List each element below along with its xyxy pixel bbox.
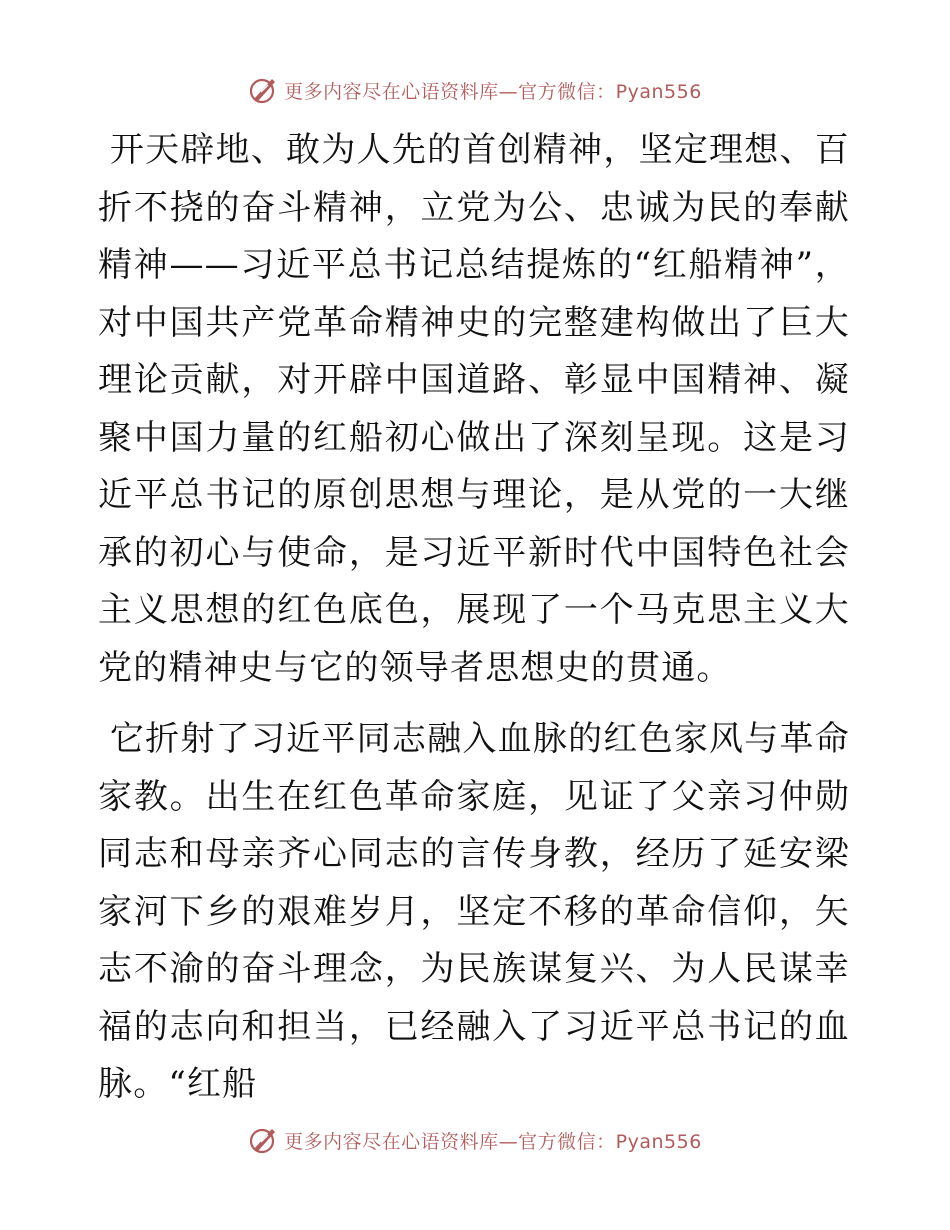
header-banner-text: 更多内容尽在心语资料库—官方微信：Pyan556 xyxy=(284,80,702,103)
header-banner xyxy=(0,70,950,110)
paragraph-1: 开天辟地、敢为人先的首创精神，坚定理想、百折不挠的奋斗精神，立党为公、忠诚为民的奉献精神——习近平总书记总结提炼的“红船精神”，对中国共产党革命精神史的完整建构做出了巨大理论贡献，对开辟中国道路、彰显中国精神、凝聚中国力量的红船初心做出了深刻呈现。这是习近平总书记的原创思想与理论，是从党的一大继承的初心与使命，是习近平新时代中国特色社会主义思想的红色底色，展现了一个马克思主义大党的精神史与它的领导者思想史的贯通。 xyxy=(98,130,850,688)
paragraph-2: 它折射了习近平同志融入血脉的红色家风与革命家教。出生在红色革命家庭，见证了父亲习仲勋同志和母亲齐心同志的言传身教，经历了延安梁家河下乡的艰难岁月，坚定不移的革命信仰，矢志不渝的奋斗理念，为民族谋复兴、为人民谋幸福的志向和担当，已经融入了习近平总书记的血脉。“红船 xyxy=(98,719,850,1104)
quill-logo-icon xyxy=(248,75,278,105)
quill-logo-icon xyxy=(248,1125,278,1155)
footer-banner-text: 更多内容尽在心语资料库—官方微信：Pyan556 xyxy=(284,1130,702,1153)
footer-banner xyxy=(0,1120,950,1160)
document-body xyxy=(98,122,850,1128)
